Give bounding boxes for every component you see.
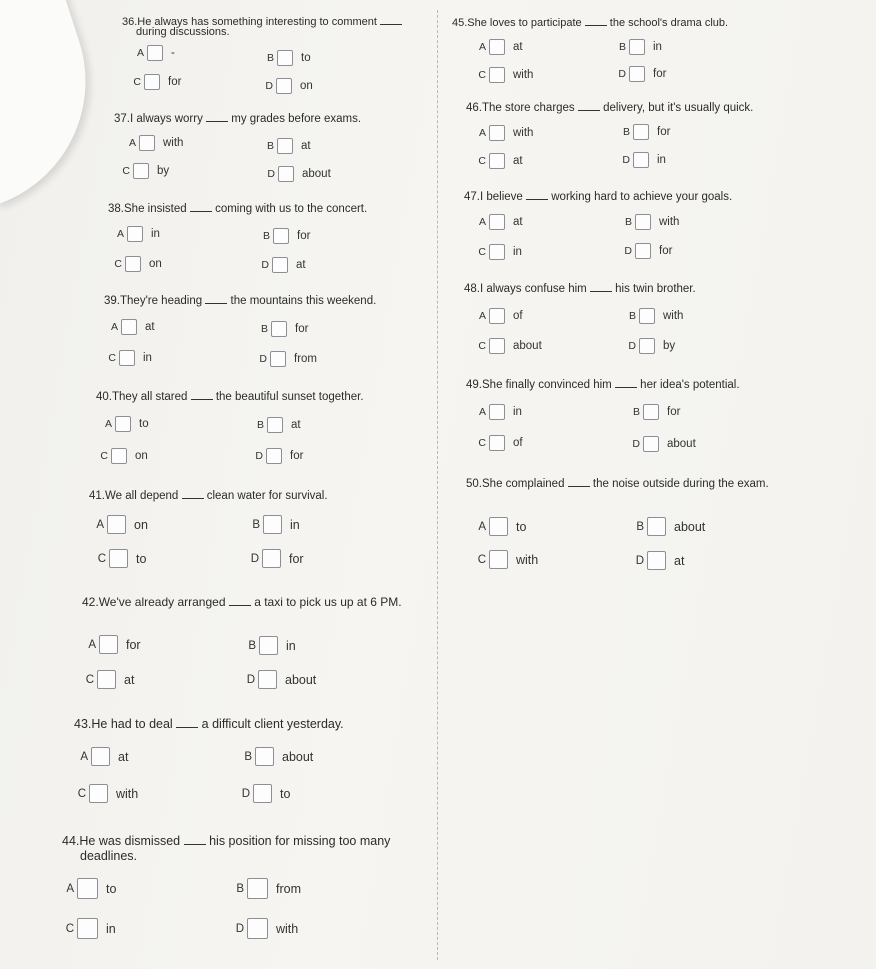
option-40-d[interactable]: D for	[255, 450, 304, 462]
question-49: 49.She finally convinced him her idea's potential.	[466, 379, 740, 391]
option-50-d[interactable]: D at	[632, 551, 684, 570]
checkbox[interactable]	[629, 39, 645, 55]
option-49-c[interactable]: C of	[478, 437, 523, 449]
answer-blank	[578, 109, 600, 111]
option-40-a[interactable]: A to	[104, 418, 149, 430]
option-50-b[interactable]: B about	[632, 517, 705, 536]
option-47-a[interactable]: A at	[478, 216, 523, 228]
option-43-d[interactable]: D to	[238, 784, 290, 803]
question-44: 44.He was dismissed his position for missing too many	[62, 834, 391, 848]
option-45-a[interactable]: A at	[478, 41, 523, 53]
checkbox[interactable]	[277, 50, 293, 66]
option-46-a[interactable]: A with	[478, 127, 534, 139]
option-41-c[interactable]: C to	[94, 549, 146, 568]
option-42-b[interactable]: B in	[244, 636, 296, 655]
checkbox[interactable]	[247, 918, 268, 939]
checkbox[interactable]	[266, 448, 282, 464]
option-37-b[interactable]: B at	[266, 140, 311, 152]
answer-blank	[229, 604, 251, 606]
option-37-c[interactable]: C by	[122, 165, 170, 177]
checkbox[interactable]	[489, 67, 505, 83]
option-44-c[interactable]: C in	[62, 918, 116, 939]
question-44-line2: deadlines.	[80, 849, 137, 863]
option-49-a[interactable]: A in	[478, 406, 522, 418]
answer-blank	[182, 497, 204, 499]
checkbox[interactable]	[262, 549, 281, 568]
option-50-a[interactable]: A to	[474, 517, 526, 536]
answer-blank	[568, 485, 590, 487]
checkbox[interactable]	[489, 404, 505, 420]
option-49-d[interactable]: D about	[632, 438, 696, 450]
option-36-a[interactable]: A -	[136, 47, 175, 59]
checkbox[interactable]	[629, 66, 645, 82]
checkbox[interactable]	[253, 784, 272, 803]
checkbox[interactable]	[647, 517, 666, 536]
option-37-d[interactable]: D about	[267, 168, 331, 180]
checkbox[interactable]	[635, 214, 651, 230]
option-44-d[interactable]: D with	[232, 918, 298, 939]
question-48: 48.I always confuse him his twin brother.	[464, 283, 696, 295]
option-42-a[interactable]: A for	[84, 635, 141, 654]
option-42-d[interactable]: D about	[243, 670, 316, 689]
answer-blank	[205, 302, 227, 304]
checkbox[interactable]	[633, 124, 649, 140]
question-39: 39.They're heading the mountains this weekend.	[104, 295, 377, 307]
question-38: 38.She insisted coming with us to the concert.	[108, 203, 368, 215]
checkbox[interactable]	[270, 351, 286, 367]
checkbox[interactable]	[489, 153, 505, 169]
option-40-c[interactable]: C on	[100, 450, 148, 462]
checkbox[interactable]	[77, 878, 98, 899]
checkbox[interactable]	[91, 747, 110, 766]
question-42: 42.We've already arranged a taxi to pick us up at 6 PM.	[82, 595, 402, 609]
checkbox[interactable]	[489, 244, 505, 260]
page-curl	[0, 0, 119, 205]
option-47-c[interactable]: C in	[478, 246, 522, 258]
column-divider	[437, 10, 438, 960]
option-38-a[interactable]: A in	[116, 228, 160, 240]
option-40-b[interactable]: B at	[256, 419, 301, 431]
option-41-a[interactable]: A on	[92, 515, 148, 534]
option-46-d[interactable]: D in	[622, 154, 666, 166]
checkbox[interactable]	[125, 256, 141, 272]
option-47-b[interactable]: B with	[624, 216, 680, 228]
option-45-d[interactable]: D for	[618, 68, 667, 80]
option-39-d[interactable]: D from	[259, 353, 317, 365]
checkbox[interactable]	[489, 125, 505, 141]
checkbox[interactable]	[489, 517, 508, 536]
option-45-b[interactable]: B in	[618, 41, 662, 53]
option-46-c[interactable]: C at	[478, 155, 523, 167]
option-42-c[interactable]: C at	[82, 670, 134, 689]
checkbox[interactable]	[89, 784, 108, 803]
option-41-d[interactable]: D for	[247, 549, 304, 568]
question-36: 36.He always has something interesting to comment	[122, 16, 402, 28]
checkbox[interactable]	[276, 78, 292, 94]
option-39-a[interactable]: A at	[110, 321, 155, 333]
checkbox[interactable]	[255, 747, 274, 766]
checkbox[interactable]	[109, 549, 128, 568]
option-48-d[interactable]: D by	[628, 340, 676, 352]
checkbox[interactable]	[639, 338, 655, 354]
option-48-c[interactable]: C about	[478, 340, 542, 352]
option-38-b[interactable]: B for	[262, 230, 311, 242]
option-39-c[interactable]: C in	[108, 352, 152, 364]
option-49-b[interactable]: B for	[632, 406, 681, 418]
checkbox[interactable]	[278, 166, 294, 182]
option-36-b[interactable]: B to	[266, 52, 311, 64]
checkbox[interactable]	[489, 308, 505, 324]
checkbox[interactable]	[633, 152, 649, 168]
checkbox[interactable]	[647, 551, 666, 570]
checkbox[interactable]	[99, 635, 118, 654]
option-41-b[interactable]: B in	[248, 515, 300, 534]
option-43-c[interactable]: C with	[74, 784, 138, 803]
option-48-a[interactable]: A of	[478, 310, 523, 322]
checkbox[interactable]	[115, 416, 131, 432]
answer-blank	[526, 198, 548, 200]
option-43-b[interactable]: B about	[240, 747, 313, 766]
option-36-c[interactable]: C for	[133, 76, 182, 88]
option-37-a[interactable]: A with	[128, 137, 184, 149]
option-38-c[interactable]: C on	[114, 258, 162, 270]
answer-blank	[615, 386, 637, 388]
checkbox[interactable]	[258, 670, 277, 689]
question-43: 43.He had to deal a difficult client yesterday.	[74, 717, 344, 731]
checkbox[interactable]	[133, 163, 149, 179]
question-36-line2: during discussions.	[136, 26, 230, 38]
checkbox[interactable]	[635, 243, 651, 259]
option-50-c[interactable]: C with	[474, 550, 538, 569]
answer-blank	[184, 843, 206, 845]
checkbox[interactable]	[267, 417, 283, 433]
question-37: 37.I always worry my grades before exams.	[114, 113, 362, 125]
question-46: 46.The store charges delivery, but it's usually quick.	[466, 102, 754, 114]
checkbox[interactable]	[489, 214, 505, 230]
checkbox[interactable]	[97, 670, 116, 689]
checkbox[interactable]	[139, 135, 155, 151]
checkbox[interactable]	[107, 515, 126, 534]
checkbox[interactable]	[273, 228, 289, 244]
checkbox[interactable]	[639, 308, 655, 324]
question-47: 47.I believe working hard to achieve your goals.	[464, 191, 733, 203]
option-44-a[interactable]: A to	[62, 878, 116, 899]
option-39-b[interactable]: B for	[260, 323, 309, 335]
answer-blank	[206, 120, 228, 122]
option-48-b[interactable]: B with	[628, 310, 684, 322]
question-40: 40.They all stared the beautiful sunset together.	[96, 391, 364, 403]
option-36-d[interactable]: D on	[265, 80, 313, 92]
checkbox[interactable]	[121, 319, 137, 335]
answer-blank	[191, 398, 213, 400]
question-50: 50.She complained the noise outside during the exam.	[466, 478, 769, 490]
checkbox[interactable]	[489, 435, 505, 451]
answer-blank	[190, 210, 212, 212]
answer-blank	[176, 726, 198, 728]
question-41: 41.We all depend clean water for survival.	[89, 490, 328, 502]
checkbox[interactable]	[111, 448, 127, 464]
checkbox[interactable]	[259, 636, 278, 655]
option-46-b[interactable]: B for	[622, 126, 671, 138]
checkbox[interactable]	[277, 138, 293, 154]
option-47-d[interactable]: D for	[624, 245, 673, 257]
checkbox[interactable]	[489, 550, 508, 569]
answer-blank	[585, 24, 607, 26]
option-44-b[interactable]: B from	[232, 878, 301, 899]
option-38-d[interactable]: D at	[261, 259, 306, 271]
checkbox[interactable]	[127, 226, 143, 242]
checkbox[interactable]	[271, 321, 287, 337]
checkbox[interactable]	[144, 74, 160, 90]
checkbox[interactable]	[643, 404, 659, 420]
checkbox[interactable]	[643, 436, 659, 452]
checkbox[interactable]	[247, 878, 268, 899]
checkbox[interactable]	[272, 257, 288, 273]
answer-blank	[590, 290, 612, 292]
checkbox[interactable]	[77, 918, 98, 939]
checkbox[interactable]	[263, 515, 282, 534]
checkbox[interactable]	[489, 338, 505, 354]
option-45-c[interactable]: C with	[478, 69, 534, 81]
checkbox[interactable]	[489, 39, 505, 55]
question-45: 45.She loves to participate the school's drama club.	[452, 17, 729, 29]
checkbox[interactable]	[147, 45, 163, 61]
checkbox[interactable]	[119, 350, 135, 366]
option-43-a[interactable]: A at	[76, 747, 128, 766]
answer-blank	[380, 23, 402, 25]
